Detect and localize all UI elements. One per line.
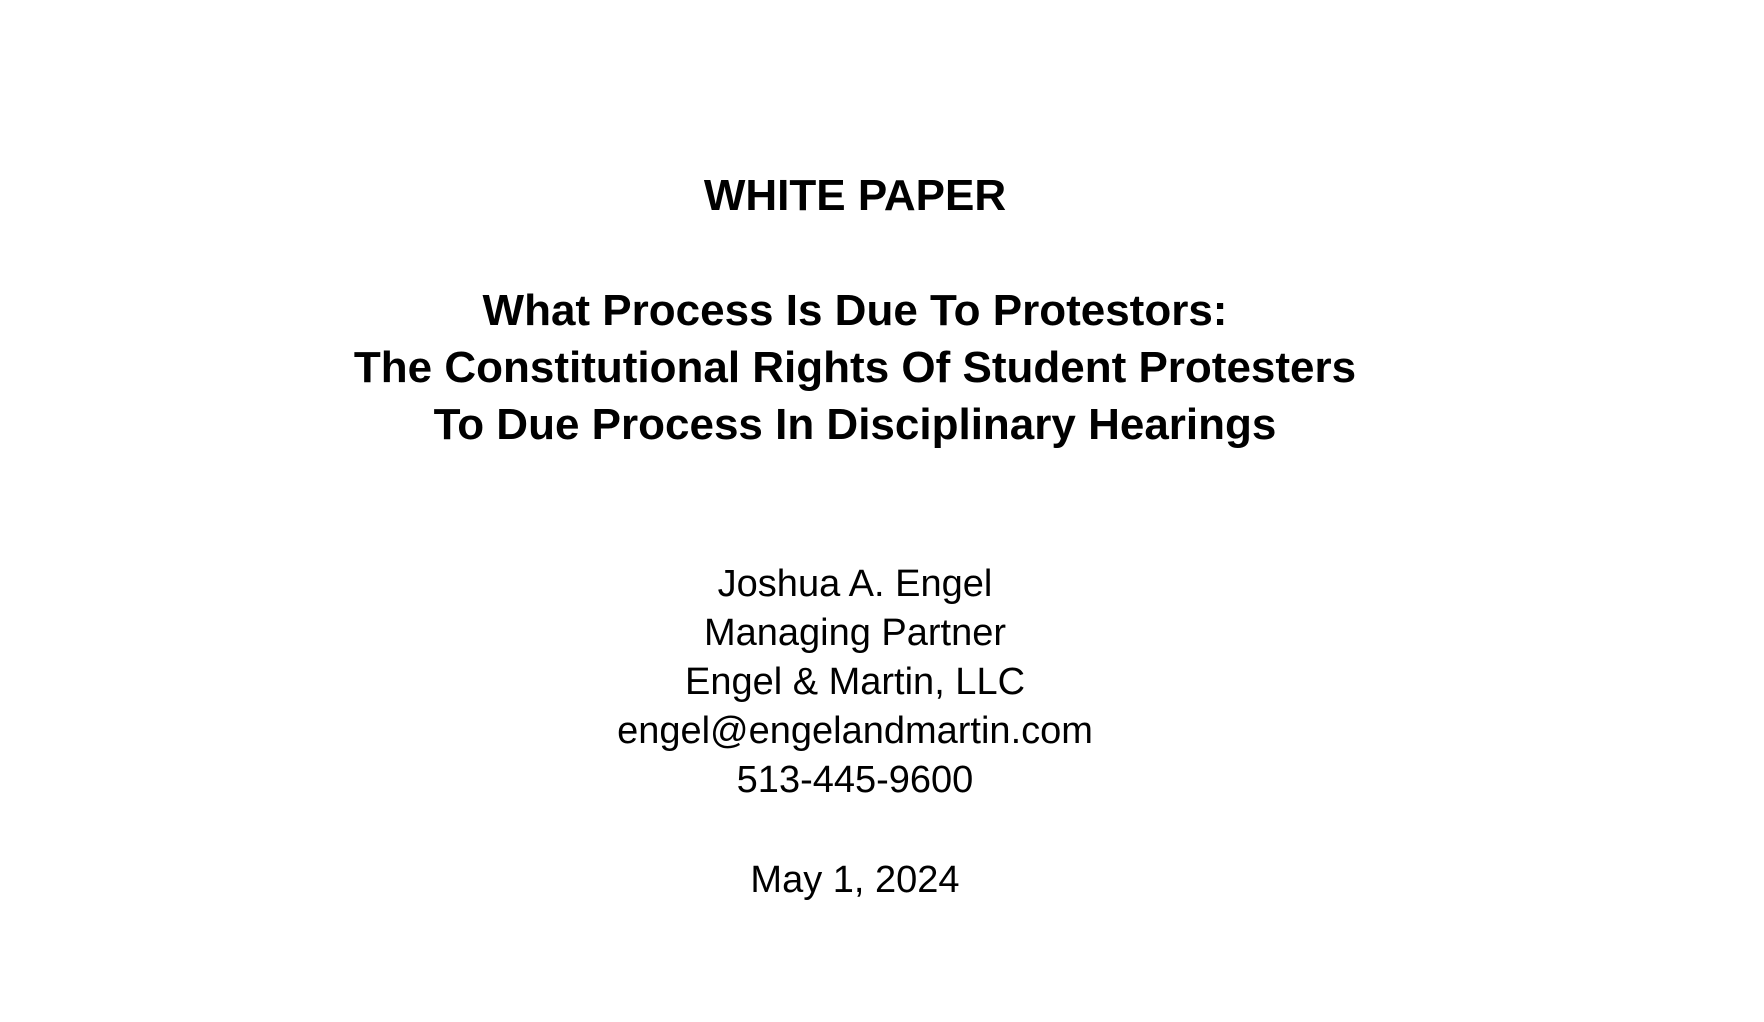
author-name: Joshua A. Engel	[717, 563, 993, 605]
title-line-3: To Due Process In Disciplinary Hearings	[433, 400, 1277, 449]
document-title	[0, 282, 1710, 453]
document-date: May 1, 2024	[750, 859, 960, 901]
title-line-2: The Constitutional Rights Of Student Protesters	[353, 343, 1357, 392]
author-block	[0, 560, 1710, 805]
author-email: engel@engelandmartin.com	[617, 710, 1093, 752]
title-line-1: What Process Is Due To Protestors:	[482, 286, 1228, 335]
author-firm: Engel & Martin, LLC	[684, 661, 1026, 703]
document-type-label: WHITE PAPER	[703, 171, 1007, 220]
author-phone: 513-445-9600	[736, 759, 974, 801]
author-position: Managing Partner	[703, 612, 1007, 654]
